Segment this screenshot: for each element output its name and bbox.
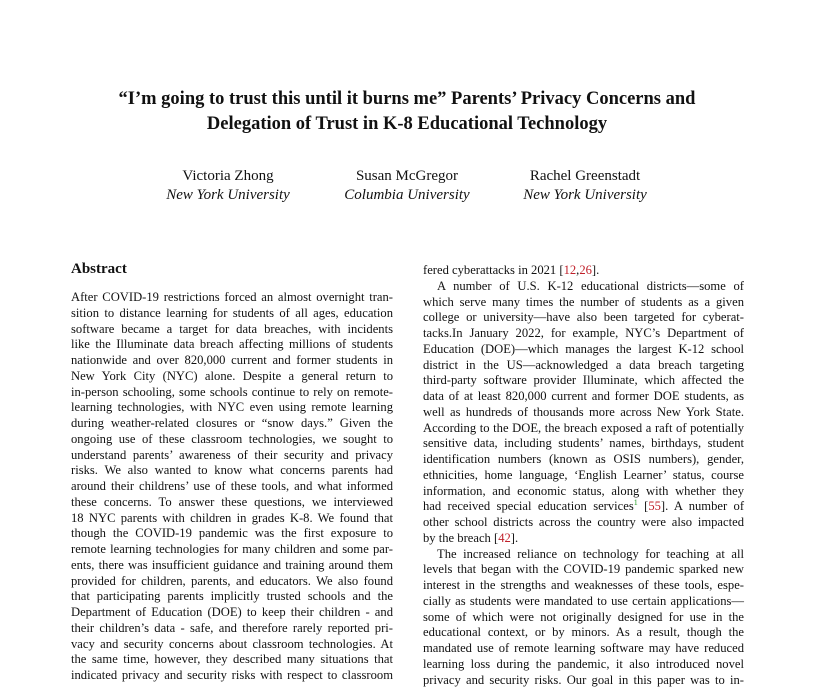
paragraph bbox=[423, 279, 744, 500]
body-line: data of at least 820,000 current and former DOE students, as bbox=[423, 389, 744, 403]
citation-link[interactable]: 12 bbox=[563, 263, 577, 277]
body-line: ongoing use of these classroom technologies, we sought to bbox=[71, 431, 393, 446]
author-affiliation: New York University bbox=[166, 187, 290, 203]
body-line: According to the DOE, the breach exposed a raft of potentially bbox=[423, 420, 744, 435]
author-block bbox=[485, 167, 685, 205]
paper-title bbox=[0, 87, 814, 137]
body-line: nationwide and over 820,000 current and former students in bbox=[71, 353, 393, 367]
body-line: risks. We also wanted to know what concerns parents had bbox=[71, 463, 393, 478]
body-line: indicated privacy and security risks with respect to classroom bbox=[71, 668, 393, 682]
citation-link[interactable]: 26 bbox=[579, 263, 592, 277]
body-line: remote learning technologies for many children and some par- bbox=[71, 542, 393, 556]
body-line: Department of Education (DOE) to keep their children - and bbox=[71, 605, 393, 619]
title-line-2: Delegation of Trust in K-8 Educational Technology bbox=[206, 114, 608, 134]
body-line: Education (DOE)—which manages the largest K-12 school bbox=[423, 341, 744, 356]
body-line: well as hundreds of thousands more across New York State. bbox=[423, 404, 744, 419]
body-line: third-party software provider Illuminate, which affected the bbox=[423, 373, 744, 388]
body-line: After COVID-19 restrictions forced an almost overnight tran- bbox=[71, 290, 393, 304]
body-line: which serve many times the number of students as a given bbox=[423, 294, 744, 309]
author-affiliation: Columbia University bbox=[344, 187, 470, 203]
body-line: learning technologies, with NYC even using remote learning bbox=[71, 400, 393, 415]
body-line: New York City (NYC) alone. Despite a general return to bbox=[71, 368, 393, 383]
body-line: levels that began with the COVID-19 pandemic sparked new bbox=[423, 562, 744, 577]
body-line: fered cyberattacks in 2021 [12,26]. bbox=[423, 263, 600, 277]
body-line: vacy and security concerns about classroom technologies. At bbox=[71, 636, 393, 651]
body-line: district in the US—acknowledged a data breach targeting bbox=[423, 357, 744, 372]
author-name: Rachel Greenstadt bbox=[529, 168, 641, 184]
body-line: sensitive data, including students’ names, birthdays, student bbox=[423, 436, 744, 451]
body-line: The increased reliance on technology for teaching at all bbox=[437, 546, 744, 561]
paragraph bbox=[423, 547, 744, 689]
author-affiliation: New York University bbox=[523, 187, 647, 203]
body-line: sition to distance learning for students of all ages, education bbox=[71, 305, 393, 320]
body-line: educational context, or by minors. As a result, though the bbox=[423, 625, 744, 640]
body-line: that participating parents implicitly trusted schools and the bbox=[71, 589, 393, 604]
body-line: in-person schooling, some schools continue to rely on remote- bbox=[71, 384, 393, 399]
title-line-1: “I’m going to trust this until it burns me” Parents’ Privacy Concerns and bbox=[118, 89, 696, 109]
citation-link[interactable]: 42 bbox=[498, 530, 511, 545]
body-line: mandated use of remote learning software may have reduced bbox=[423, 641, 744, 655]
body-line: by the breach [42]. bbox=[423, 530, 519, 545]
author-name: Susan McGregor bbox=[355, 168, 459, 184]
body-line: had received special education services$^1$ [55]. A number of bbox=[423, 498, 745, 514]
body-line: like the Illuminate data breach affecting millions of students bbox=[71, 337, 393, 352]
body-line: learning loss during the pandemic, it also introduced novel bbox=[423, 656, 744, 671]
abstract-column bbox=[71, 290, 393, 684]
body-line: though the COVID-19 pandemic was the first exposure to bbox=[71, 526, 393, 541]
body-line: privacy and security risks. Our goal in this paper was to in- bbox=[423, 672, 744, 687]
intro-column bbox=[423, 263, 744, 688]
body-line: during weather-related closures or “snow days.” Given the bbox=[71, 416, 393, 430]
author-block bbox=[128, 167, 328, 205]
body-line: the same time, however, they described many situations that bbox=[71, 652, 393, 667]
body-line: college or university—have also been targeted for cyberat- bbox=[423, 310, 744, 325]
body-line: cially as students were mandated to use certain applications— bbox=[423, 593, 744, 608]
body-line: some of which were not originally designed for use in the bbox=[423, 609, 744, 624]
body-line: 18 NYC parents with children in grades K-8. We found that bbox=[71, 510, 393, 525]
body-line: interest in the strengths and weaknesses of these tools, espe- bbox=[423, 578, 744, 592]
body-line: tacks.In January 2022, for example, NYC’s Department of bbox=[423, 326, 744, 340]
body-line: A number of U.S. K-12 educational districts—some of bbox=[437, 278, 744, 293]
citation-link[interactable]: 55 bbox=[648, 499, 661, 514]
footnote-link[interactable]: 1 bbox=[633, 498, 638, 508]
body-line: around their childrens’ use of these tools, and what informed bbox=[71, 479, 393, 493]
body-line: software became a target for data breaches, with incidents bbox=[71, 321, 393, 336]
body-line: these concerns. To answer these questions, we interviewed bbox=[71, 494, 393, 509]
author-block bbox=[307, 167, 507, 205]
abstract-heading: Abstract bbox=[71, 261, 127, 277]
body-line: understand parents’ awareness of their security and privacy bbox=[71, 447, 393, 462]
author-name: Victoria Zhong bbox=[182, 168, 274, 184]
body-line: information, and economic status, along with whether they bbox=[423, 483, 744, 498]
body-line: identification numbers (known as OSIS numbers), gender, bbox=[423, 452, 744, 466]
body-line: other school districts across the country were also impacted bbox=[423, 515, 744, 529]
body-line: provided for children, parents, and educators. We also found bbox=[71, 573, 393, 588]
body-line: ents, there was insufficient guidance and training around them bbox=[71, 557, 393, 572]
body-line: ethnicities, home language, ‘English Learner’ status, course bbox=[423, 467, 744, 482]
body-line: their children’s data - safe, and therefore rarely reported pri- bbox=[71, 620, 393, 635]
